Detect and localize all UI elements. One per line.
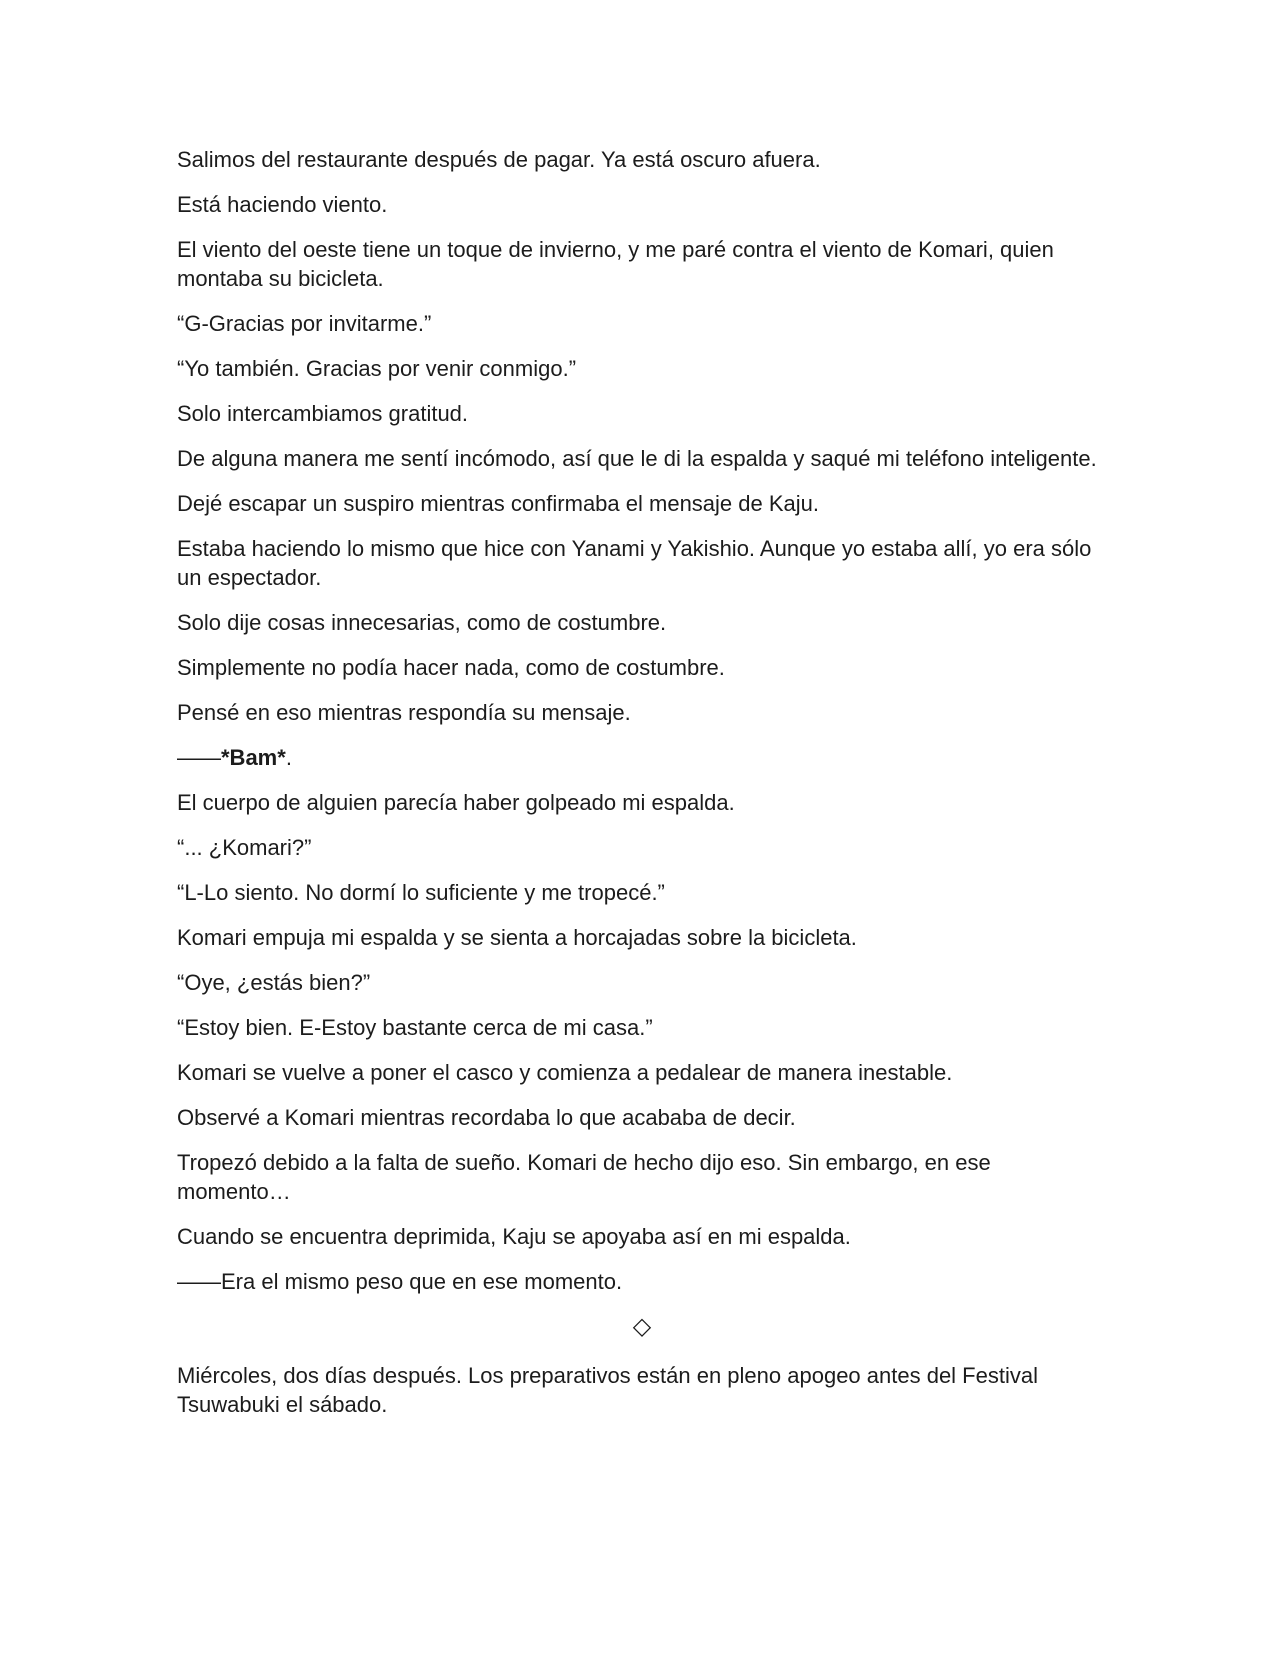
period: . <box>285 745 292 770</box>
paragraph: El viento del oeste tiene un toque de invierno, y me paré contra el viento de Komari, quien montaba su bicicleta. <box>177 237 1054 291</box>
paragraph: “L-Lo siento. No dormí lo suficiente y me tropecé.” <box>177 880 665 905</box>
paragraph: Observé a Komari mientras recordaba lo que acababa de decir. <box>177 1105 796 1130</box>
paragraph: “Yo también. Gracias por venir conmigo.” <box>177 356 577 381</box>
paragraph: Salimos del restaurante después de pagar. Ya está oscuro afuera. <box>177 147 821 172</box>
paragraph: De alguna manera me sentí incómodo, así que le di la espalda y saqué mi teléfono inteligente. <box>177 446 1097 471</box>
document-body <box>177 145 1107 1435</box>
paragraph: Está haciendo viento. <box>177 192 388 217</box>
paragraph: Cuando se encuentra deprimida, Kaju se apoyaba así en mi espalda. <box>177 1224 851 1249</box>
paragraph: Komari empuja mi espalda y se sienta a horcajadas sobre la bicicleta. <box>177 925 857 950</box>
sound-effect: *Bam* <box>221 745 286 770</box>
paragraph: Solo intercambiamos gratitud. <box>177 401 469 426</box>
paragraph: “Oye, ¿estás bien?” <box>177 970 371 995</box>
paragraph: El cuerpo de alguien parecía haber golpeado mi espalda. <box>177 790 735 815</box>
paragraph: “Estoy bien. E-Estoy bastante cerca de mi casa.” <box>177 1015 653 1040</box>
paragraph: “G-Gracias por invitarme.” <box>177 311 432 336</box>
sound-effect-paragraph <box>177 743 1107 772</box>
paragraph: ——Era el mismo peso que en ese momento. <box>177 1269 623 1294</box>
paragraph: Komari se vuelve a poner el casco y comienza a pedalear de manera inestable. <box>177 1060 953 1085</box>
paragraph: Miércoles, dos días después. Los preparativos están en pleno apogeo antes del Festival Tsuwabuki el sábado. <box>177 1363 1038 1417</box>
paragraph: Dejé escapar un suspiro mientras confirmaba el mensaje de Kaju. <box>177 491 819 516</box>
paragraph: Estaba haciendo lo mismo que hice con Yanami y Yakishio. Aunque yo estaba allí, yo era sólo un espectador. <box>177 536 1092 590</box>
diamond-separator-icon: ◇ <box>632 1312 652 1340</box>
paragraph: Tropezó debido a la falta de sueño. Komari de hecho dijo eso. Sin embargo, en ese momento… <box>177 1150 991 1204</box>
paragraph: Simplemente no podía hacer nada, como de costumbre. <box>177 655 725 680</box>
paragraph: Solo dije cosas innecesarias, como de costumbre. <box>177 610 667 635</box>
paragraph: “... ¿Komari?” <box>177 835 312 860</box>
paragraph: Pensé en eso mientras respondía su mensaje. <box>177 700 631 725</box>
em-dash: —— <box>177 745 221 770</box>
